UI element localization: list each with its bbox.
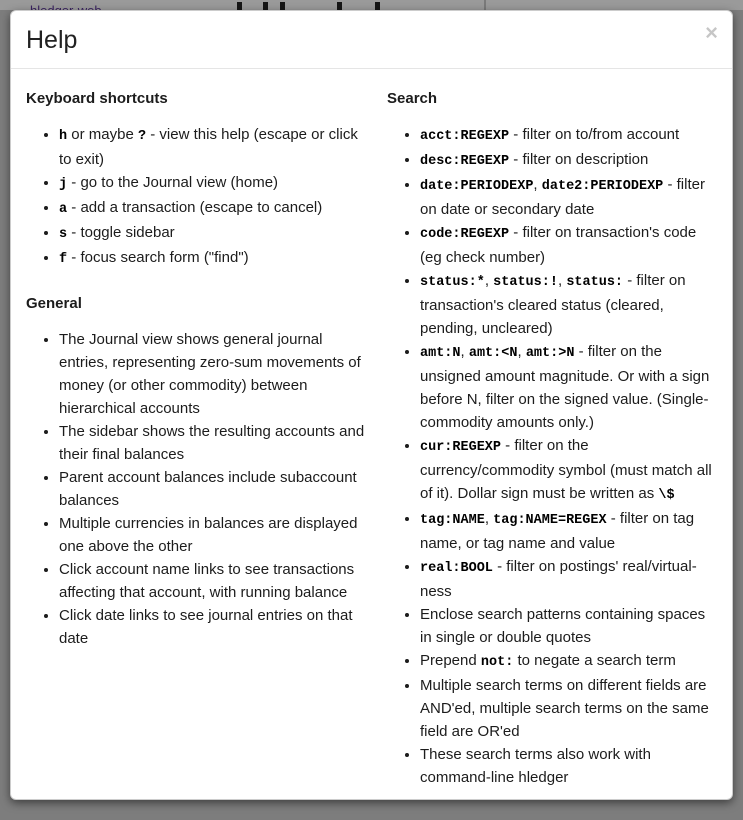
list-item: • The sidebar shows the resulting accounts and their final balances [59,420,373,466]
list-item: • These search terms also work with command-line hledger [420,743,717,789]
section-title-search: Search [387,90,438,107]
list-item: • cur:REGEXP - filter on the currency/commodity symbol (must match all of it). Dollar sign must be written as \$ [420,434,717,507]
code-term: j [59,177,68,192]
background-divider [484,0,486,10]
code-term: s [59,227,68,242]
list-item: • Click account name links to see transactions affecting that account, with running balance [59,558,373,604]
list-item: • date:PERIODEXP, date2:PERIODEXP - filter on date or secondary date [420,173,717,221]
background-text-fragment [237,2,242,10]
help-column-left [26,83,373,810]
help-modal [10,10,733,800]
code-term: ? [137,129,147,144]
background-text-fragment [375,2,380,10]
code-term: amt:<N [468,346,518,361]
background-text-fragment [263,2,268,10]
list-item: • The Journal view shows general journal entries, representing zero-sum movements of money (or other commodity) between hierarchical accounts [59,328,373,420]
background-text-fragment [337,2,342,10]
code-term: status:* [420,275,485,290]
list-item: • status:*, status:!, status: - filter on transaction's cleared status (cleared, pending, uncleared) [420,269,717,340]
search-list [387,123,717,789]
modal-body [11,69,732,820]
section-title-keyboard-shortcuts: Keyboard shortcuts [26,90,168,107]
code-term: code:REGEXP [420,227,510,242]
code-term: date2:PERIODEXP [541,179,664,194]
list-item: • j - go to the Journal view (home) [59,171,373,196]
close-icon[interactable]: × [705,20,718,45]
code-term: amt:N [420,346,461,361]
list-item: • Parent account balances include subaccount balances [59,466,373,512]
code-term: acct:REGEXP [420,129,510,144]
keyboard-shortcuts-list [26,123,373,271]
list-item: • f - focus search form ("find") [59,246,373,271]
code-term: cur:REGEXP [420,440,502,455]
code-term: date:PERIODEXP [420,179,534,194]
modal-backdrop[interactable] [0,0,743,10]
list-item: • Multiple search terms on different fields are AND'ed, multiple search terms on the same field are OR'ed [420,674,717,743]
code-term: desc:REGEXP [420,154,510,169]
code-term: status: [566,275,624,290]
modal-header [11,11,732,69]
section-title-general: General [26,295,82,312]
list-item: • code:REGEXP - filter on transaction's code (eg check number) [420,221,717,269]
modal-title: Help [26,26,78,54]
code-term: \$ [658,488,675,503]
code-term: a [59,202,68,217]
code-term: not: [480,655,514,670]
list-item: • s - toggle sidebar [59,221,373,246]
list-item: • Enclose search patterns containing spaces in single or double quotes [420,603,717,649]
code-term: f [59,252,68,267]
list-item: • amt:N, amt:<N, amt:>N - filter on the unsigned amount magnitude. Or with a sign before N, filter on the signed value. (Single-commodity amounts only.) [420,340,717,434]
background-text-fragment [280,2,285,10]
list-item: • Click date links to see journal entries on that date [59,604,373,650]
code-term: amt:>N [525,346,575,361]
list-item: • Multiple currencies in balances are displayed one above the other [59,512,373,558]
list-item: • tag:NAME, tag:NAME=REGEX - filter on tag name, or tag name and value [420,507,717,555]
list-item: • h or maybe ? - view this help (escape or click to exit) [59,123,373,171]
list-item: • real:BOOL - filter on postings' real/virtual-ness [420,555,717,603]
general-list [26,328,373,650]
code-term: real:BOOL [420,561,493,576]
list-item: • desc:REGEXP - filter on description [420,148,717,173]
code-term: tag:NAME [420,513,485,528]
help-column-right [387,83,717,810]
code-term: tag:NAME=REGEX [493,513,607,528]
code-term: h [59,129,68,144]
list-item: • acct:REGEXP - filter on to/from account [420,123,717,148]
code-term: status:! [493,275,558,290]
list-item: • a - add a transaction (escape to cancel) [59,196,373,221]
list-item: • Prepend not: to negate a search term [420,649,717,674]
